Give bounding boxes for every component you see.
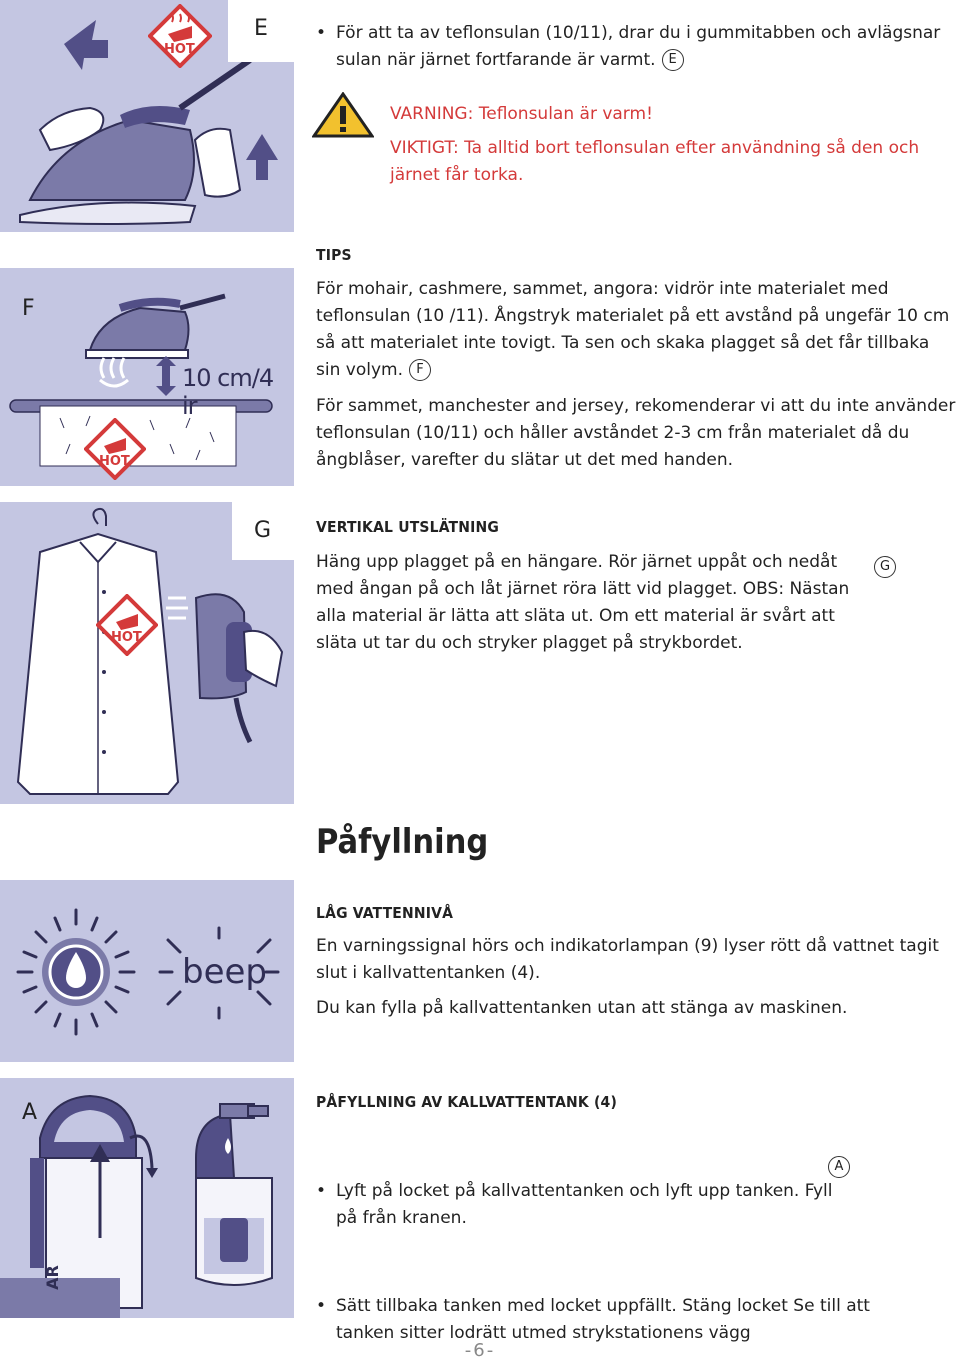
tips-heading: TIPS xyxy=(316,246,352,264)
ref-e-badge: E xyxy=(662,49,684,71)
section-g-label: G xyxy=(254,518,272,543)
ref-g-badge: G xyxy=(874,556,896,578)
hot-label: HOT xyxy=(99,454,130,469)
ref-f-badge: F xyxy=(409,359,431,381)
tank-bullet2: • Sätt tillbaka tanken med locket uppfällt. Stäng locket Se till att tanken sitter lodrätt utmed strykstationens vägg xyxy=(316,1293,896,1347)
hot-label: HOT xyxy=(111,630,142,645)
hot-warning-icon xyxy=(84,418,146,480)
important-text: VIKTIGT: Ta alltid bort teflonsulan efter användning så den och järnet får torka. xyxy=(390,138,920,185)
refill-title: Påfyllning xyxy=(316,822,489,862)
side-label: AR xyxy=(42,1265,62,1290)
vertical-heading: VERTIKAL UTSLÄTNING xyxy=(316,518,500,536)
beep-label: beep xyxy=(182,952,267,992)
section-a-label: A xyxy=(22,1100,38,1125)
ref-a-badge: A xyxy=(828,1156,850,1178)
tips-para2: För sammet, manchester and jersey, rekomenderar vi att du inte använder teflonsulan (10/11) och håller avståndet 2-3 cm från materialet då du ångblåser, varefter du slätar ut det med handen. xyxy=(316,396,956,470)
warning-triangle-icon xyxy=(312,92,374,138)
illustration-refill-tank xyxy=(0,1078,294,1318)
section-e-bullet xyxy=(316,20,960,74)
low-water-heading: LÅG VATTENNIVÅ xyxy=(316,904,454,922)
section-f-label: F xyxy=(22,296,35,321)
low-water-para2: Du kan fylla på kallvattentanken utan att stänga av maskinen. xyxy=(316,998,848,1018)
hot-label: HOT xyxy=(164,42,195,57)
illustration-low-water-beep xyxy=(0,880,294,1062)
tips-para1 xyxy=(316,276,952,384)
low-water-para1: En varningssignal hörs och indikatorlampan (9) lyser rött då vattnet tagit slut i kallvattentanken (4). xyxy=(316,936,939,983)
tank-heading: PÅFYLLNING AV KALLVATTENTANK (4) xyxy=(316,1093,618,1111)
tank-bullet1: • Lyft på locket på kallvattentanken och lyft upp tanken. Fyll på från kranen. xyxy=(316,1178,836,1232)
hot-warning-icon xyxy=(96,594,158,656)
tips-para1-text: För mohair, cashmere, sammet, angora: vidrör inte materialet med teflonsulan (10 /11). Ångstryk materialet på ett avstånd på ungefär 10 cm så att materialet inte tovigt. Ta sen och skaka plagget så det får tillbaka sin volym. xyxy=(316,279,950,380)
section-e-label: E xyxy=(254,16,268,41)
page-number: -6- xyxy=(464,1340,496,1361)
section-e-label-box xyxy=(228,0,294,62)
hot-warning-icon xyxy=(148,4,212,68)
vertical-para: Häng upp plagget på en hängare. Rör järnet uppåt och nedåt med ångan på och låt järnet röra lätt vid plagget. OBS: Nästan alla material är lätta att släta ut. Om ett material är svårt att släta ut tar du och stryker plagget på strykbordet. xyxy=(316,552,850,653)
illustration-steam-distance xyxy=(0,268,294,486)
section-e-bullet-text: För att ta av teflonsulan (10/11), drar du i gummitabben och avlägsnar sulan när järnet fortfarande är varmt. xyxy=(336,23,941,70)
distance-label: 10 cm/4 ir xyxy=(182,364,274,420)
section-g-label-box xyxy=(232,502,294,560)
warning-text: VARNING: Teflonsulan är varm! xyxy=(390,104,653,124)
